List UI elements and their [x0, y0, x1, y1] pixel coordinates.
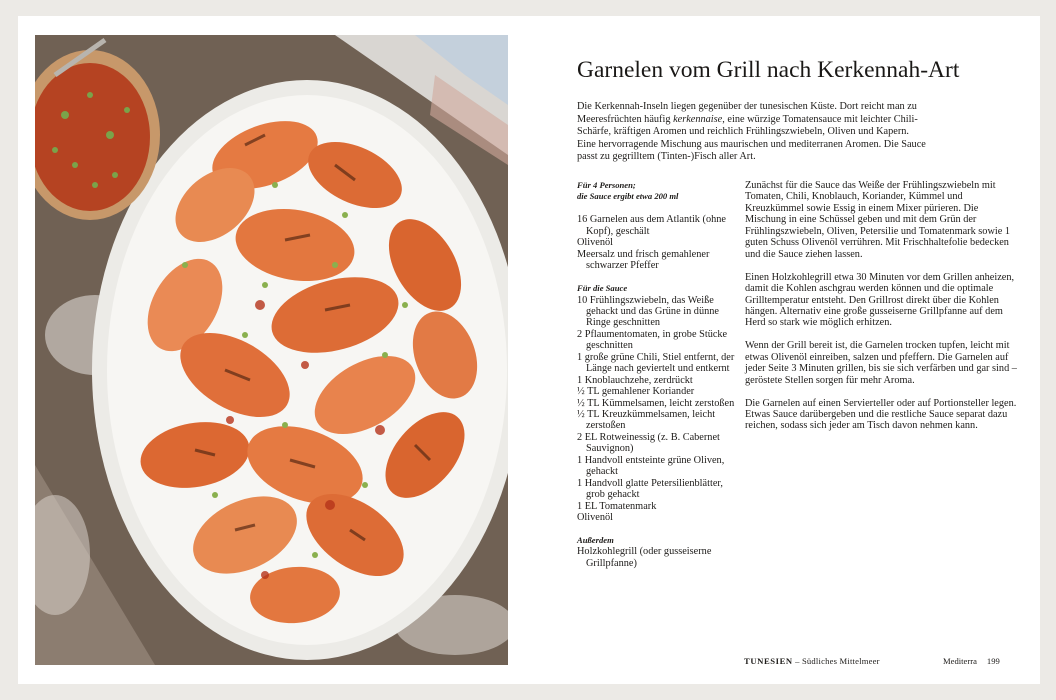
grilled-shrimp-illustration	[35, 35, 508, 665]
sauce-ingredient-item: ½ TL Kreuzkümmelsamen, leicht zerstoßen	[577, 409, 716, 432]
ingredient-item: 16 Garnelen aus dem Atlantik (ohne Kopf), geschält	[577, 214, 726, 237]
method-column	[745, 180, 1017, 443]
footer-separator: –	[792, 656, 802, 666]
method-step: Zunächst für die Sauce das Weiße der Frühlingszwiebeln mit Tomaten, Chili, Knoblauch, Koriander, Kümmel und Kreuzkümmel sowie Essig in einem Mixer pürieren. Die Mischung in eine Schüssel geben und mit dem Grün der Frühlingszwiebeln, Oliven, Petersilie und Tomatenmark sowie 1 guten Schuss Olivenöl verrühren. Mit Frischhaltefolie bedecken und die Sauce ziehen lassen.	[745, 180, 1011, 260]
sauce-ingredient-item: 1 Handvoll entsteinte grüne Oliven, gehackt	[577, 454, 725, 478]
sauce-heading: Für die Sauce	[577, 283, 628, 294]
sauce-ingredient-item: 10 Frühlingszwiebeln, das Weiße gehackt und das Grüne in dünne Ringe geschnitten	[577, 294, 719, 329]
running-footer-book	[943, 656, 1000, 666]
extra-heading: Außerdem	[577, 535, 614, 545]
sauce-ingredient-item: ½ TL gemahlener Koriander	[577, 386, 695, 398]
recipe-intro	[577, 101, 927, 164]
sauce-ingredient-item: 2 EL Rotweinessig (z. B. Cabernet Sauvignon)	[577, 431, 720, 455]
page-number: 199	[986, 656, 1000, 666]
footer-section: TUNESIEN	[744, 656, 793, 666]
footer-book-title: Mediterra	[943, 656, 977, 666]
method-step: Die Garnelen auf einen Servierteller oder auf Portionsteller legen. Etwas Sauce darübergeben und die restliche Sauce separat dazu reichen, sodass sich jeder am Tisch davon nehmen kann.	[745, 397, 1017, 432]
sauce-ingredient-item: ½ TL Kümmelsamen, leicht zerstoßen	[577, 397, 735, 409]
sauce-ingredient-item: Olivenöl	[577, 512, 614, 524]
intro-emphasis: kerkennaise	[673, 113, 723, 125]
footer-subsection: Südliches Mittelmeer	[801, 656, 880, 666]
extra-ingredient-item: Holzkohlegrill (oder gusseiserne Grillpfanne)	[577, 546, 712, 569]
sauce-ingredient-item: 1 Knoblauchzehe, zerdrückt	[577, 374, 693, 386]
intro-text-b: , eine würzige Tomatensauce mit leichter Chili-Schärfe, kräftigen Aromen und reichlich Frühlingszwiebeln, Oliven und Kapern. Eine hervorragende Mischung aus maurischen und mediterranen Aromen. Die Sauce passt zu gegrilltem (Tinten-)Fisch aller Art.	[577, 113, 926, 163]
recipe-title: Garnelen vom Grill nach Kerkennah-Art	[577, 57, 960, 83]
method-step: Wenn der Grill bereit ist, die Garnelen trocken tupfen, leicht mit etwas Olivenöl einreiben, salzen und pfeffern. Die Garnelen auf jeder Seite 3 Minuten grillen, bis sie sich verfärben und gar sind – geröstete Stellen sorgen für mehr Aroma.	[745, 340, 1017, 386]
sauce-ingredient-item: 2 Pflaumentomaten, in grobe Stücke geschnitten	[577, 328, 728, 352]
running-footer-section	[744, 656, 880, 666]
sauce-ingredient-item: 1 Handvoll glatte Petersilienblätter, grob gehackt	[577, 477, 723, 501]
servings-label: Für 4 Personen;	[577, 180, 636, 190]
book-spread	[18, 16, 1040, 684]
ingredient-item: Olivenöl	[577, 237, 614, 249]
sauce-yield-label: die Sauce ergibt etwa 200 ml	[577, 191, 679, 202]
recipe-photo	[35, 35, 508, 665]
method-step: Einen Holzkohlegrill etwa 30 Minuten vor dem Grillen anheizen, damit die Kohlen aschgrau werden können und die optimale Grilltemperatur entsteht. Den Grillrost direkt über die Kohlen hängen. Alternativ eine große gusseiserne Grillpfanne auf dem Herd so stark wie möglich erhitzen.	[745, 271, 1015, 329]
sauce-ingredient-item: 1 EL Tomatenmark	[577, 500, 657, 512]
sauce-ingredient-item: 1 große grüne Chili, Stiel entfernt, der Länge nach geviertelt und entkernt	[577, 351, 735, 375]
ingredient-item: Meersalz und frisch gemahlener schwarzer Pfeffer	[577, 248, 710, 272]
ingredients-column	[577, 180, 737, 569]
intro-text-a: Die Kerkennah-Inseln liegen gegenüber der tunesischen Küste. Dort reicht man zu Meeresfrüchten häufig	[577, 101, 917, 125]
